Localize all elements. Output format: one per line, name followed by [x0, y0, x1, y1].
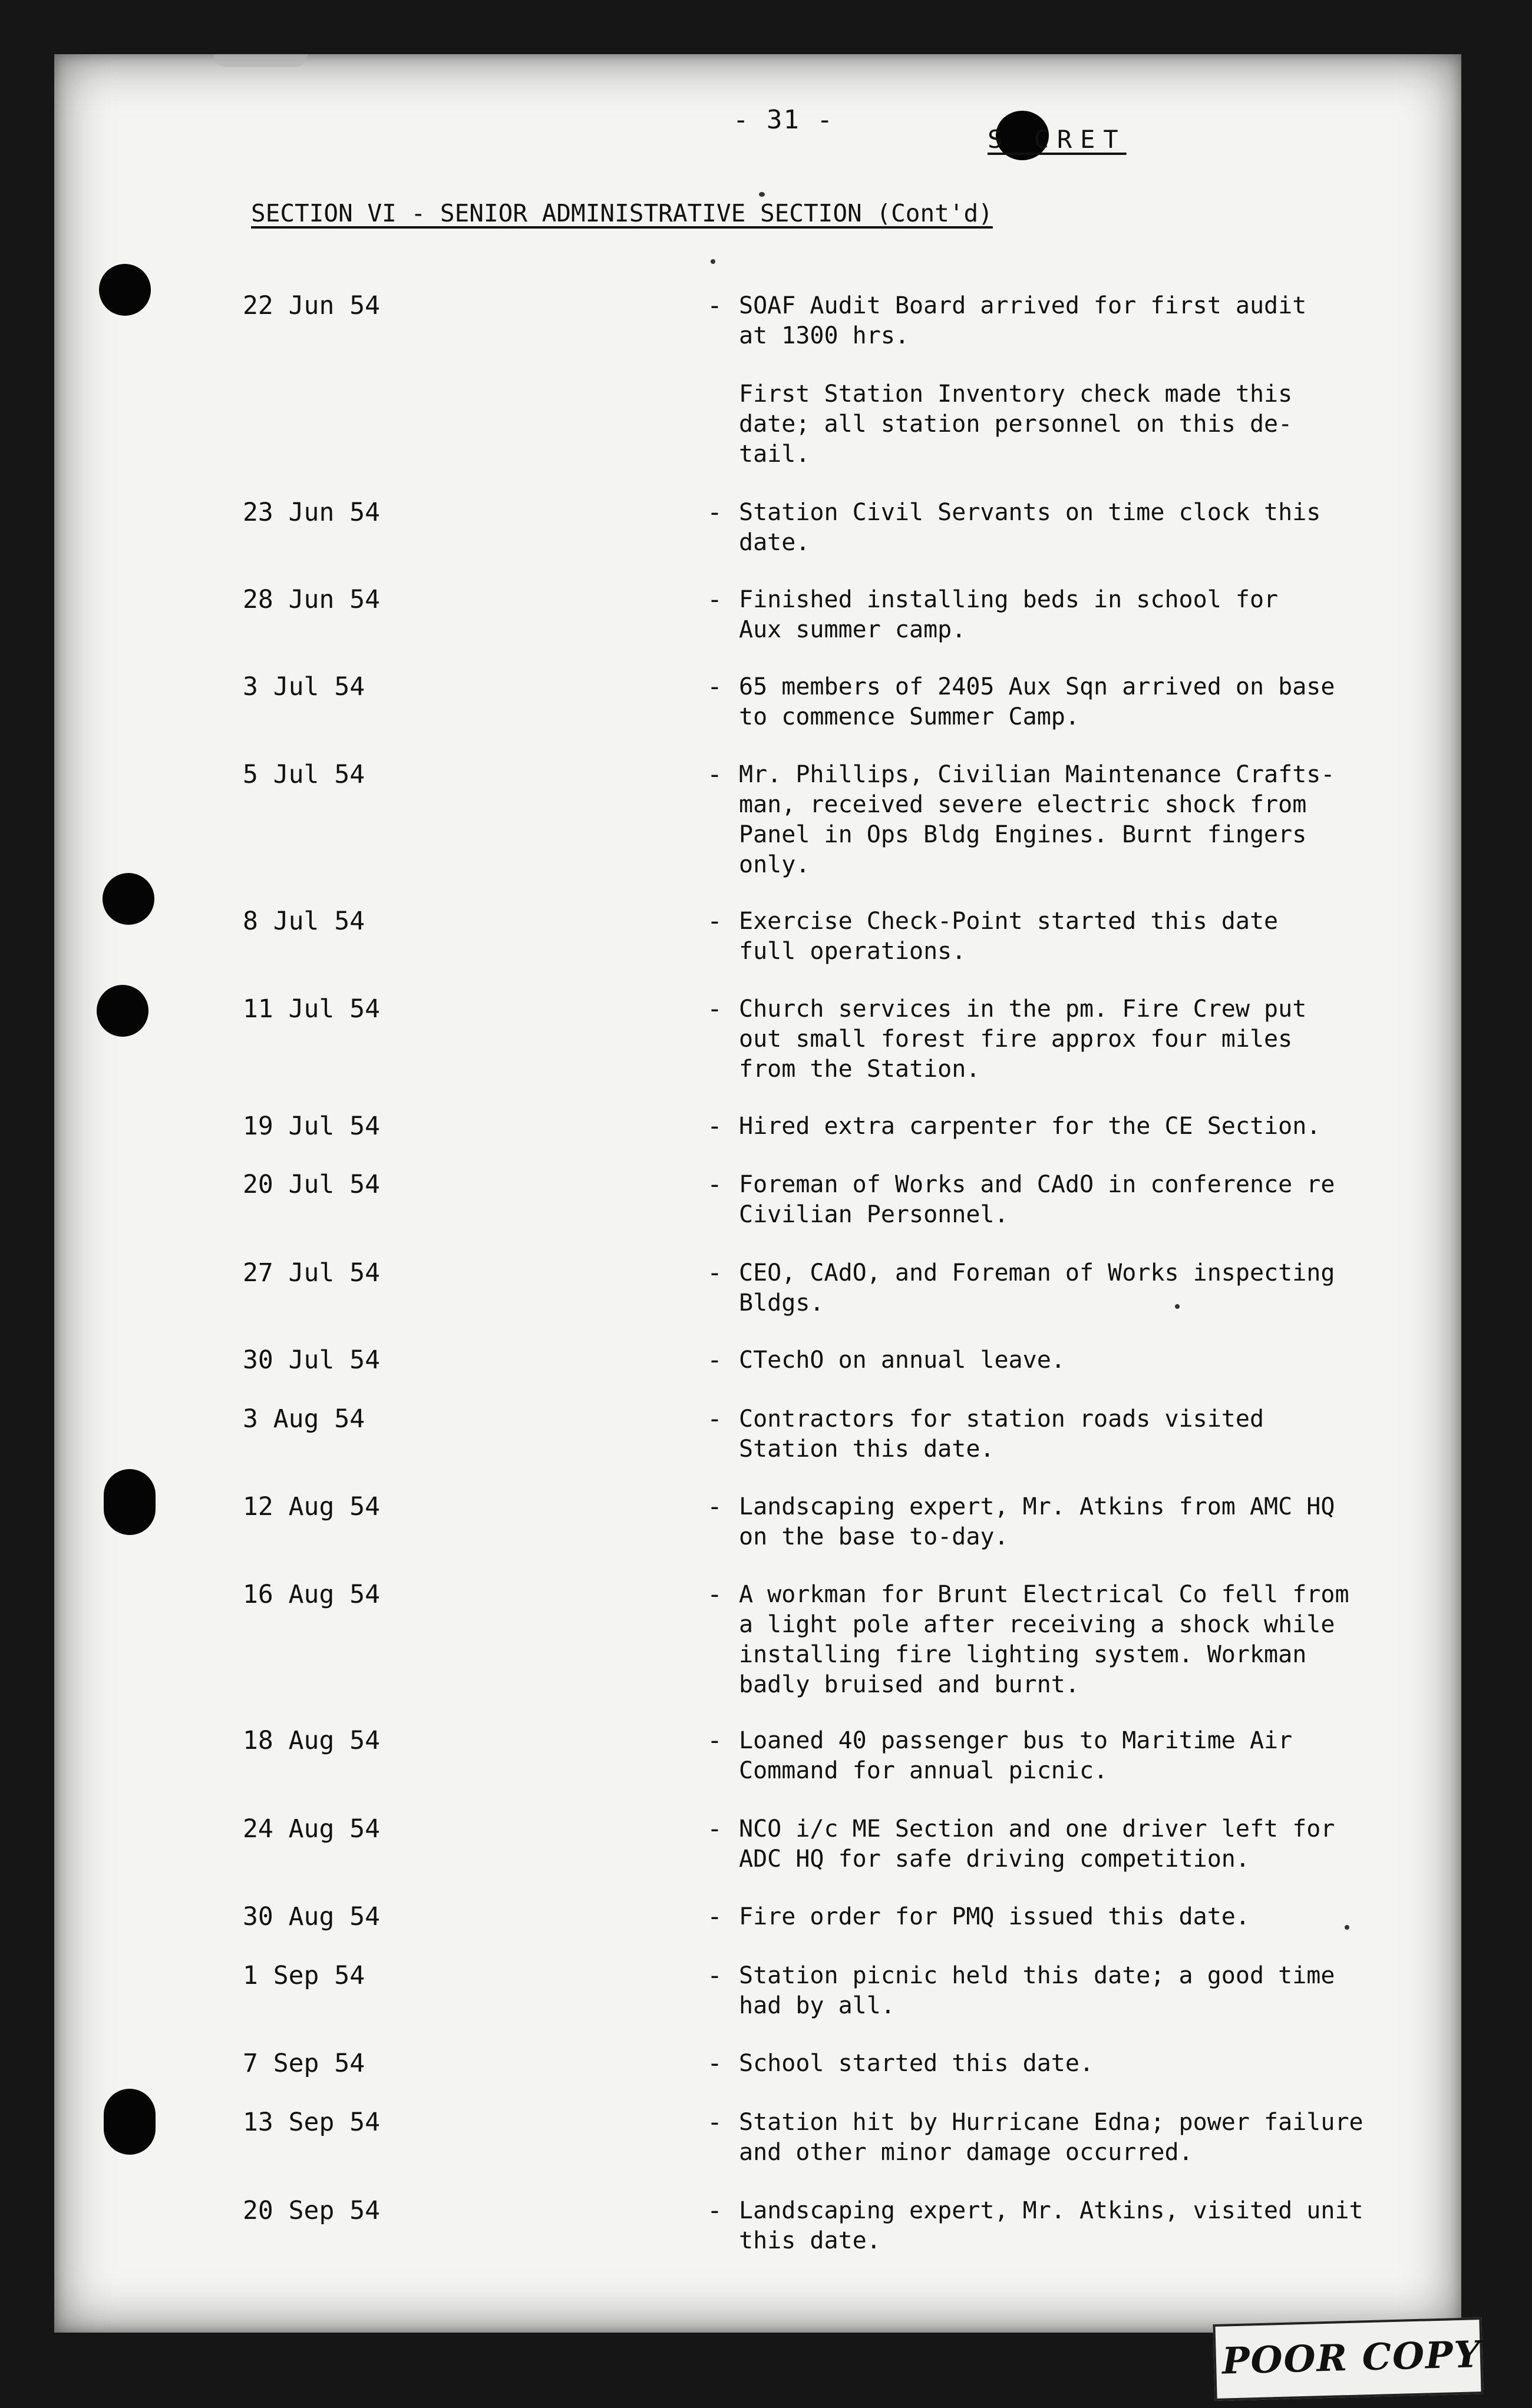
entry-text	[739, 2196, 1434, 2256]
entry-paragraph: 65 members of 2405 Aux Sqn arrived on base to commence Summer Camp.	[739, 673, 1335, 730]
entry-text	[739, 994, 1434, 1084]
entry-text	[739, 1404, 1434, 1464]
entry-paragraph: CTechO on annual leave.	[739, 1347, 1065, 1374]
entry-dash: -	[707, 994, 722, 1024]
entry-dash: -	[707, 1814, 722, 1844]
entry-text	[739, 585, 1434, 645]
entry-paragraph: First Station Inventory check made this date; all station personnel on this de- tail.	[739, 381, 1293, 468]
entry-paragraph: Church services in the pm. Fire Crew put out small forest fire approx four miles from the Station.	[739, 995, 1307, 1083]
entry-paragraph: Landscaping expert, Mr. Atkins from AMC HQ on the base to-day.	[739, 1493, 1335, 1550]
entry-dash: -	[707, 1492, 722, 1521]
entry-text	[739, 291, 1434, 469]
entry-dash: -	[707, 1902, 722, 1931]
entry-dash: -	[707, 672, 722, 702]
entry-date: 30 Aug 54	[243, 1902, 380, 1931]
poor-copy-stamp	[1213, 2317, 1483, 2401]
entry-dash: -	[707, 907, 722, 936]
entry-text	[739, 1345, 1434, 1375]
entry-text	[739, 1492, 1434, 1552]
entry-paragraph: Finished installing beds in school for Aux summer camp.	[739, 586, 1279, 643]
entry-paragraph: School started this date.	[739, 2050, 1094, 2077]
entry-paragraph: Foreman of Works and CAdO in conference re Civilian Personnel.	[739, 1171, 1335, 1228]
entry-dash: -	[707, 1404, 722, 1434]
stamp-text: POOR COPY	[1221, 2333, 1482, 2383]
entry-dash: -	[707, 2049, 722, 2078]
section-heading: SECTION VI - SENIOR ADMINISTRATIVE SECTION (Cont'd)	[251, 199, 993, 227]
entry-date: 24 Aug 54	[243, 1814, 380, 1844]
entry-dash: -	[707, 585, 722, 614]
entry-paragraph: Contractors for station roads visited Station this date.	[739, 1405, 1264, 1463]
entry-dash: -	[707, 1726, 722, 1755]
entry-text	[739, 1814, 1434, 1874]
entry-text	[739, 1258, 1434, 1318]
entry-date: 22 Jun 54	[243, 291, 380, 320]
entry-date: 12 Aug 54	[243, 1492, 380, 1521]
entry-dash: -	[707, 1258, 722, 1288]
entry-date: 18 Aug 54	[243, 1726, 380, 1755]
entry-paragraph: CEO, CAdO, and Foreman of Works inspecting Bldgs.	[739, 1259, 1335, 1317]
entry-paragraph: SOAF Audit Board arrived for first audit at 1300 hrs.	[739, 292, 1307, 349]
entry-paragraph: Station Civil Servants on time clock this date.	[739, 499, 1321, 556]
entry-date: 27 Jul 54	[243, 1258, 380, 1288]
entry-paragraph: Hired extra carpenter for the CE Section.	[739, 1113, 1321, 1140]
entry-paragraph: Landscaping expert, Mr. Atkins, visited unit this date.	[739, 2197, 1363, 2254]
entry-date: 28 Jun 54	[243, 585, 380, 614]
entry-text	[739, 1726, 1434, 1786]
classification-marking: S CRET	[988, 125, 1127, 154]
entry-date: 3 Jul 54	[243, 672, 365, 702]
entry-dash: -	[707, 760, 722, 789]
entry-date: 5 Jul 54	[243, 760, 365, 789]
entry-text	[739, 1902, 1434, 1932]
entry-text	[739, 1170, 1434, 1230]
entry-paragraph: Station picnic held this date; a good time had by all.	[739, 1962, 1335, 2019]
entry-text	[739, 1961, 1434, 2021]
entry-dash: -	[707, 291, 722, 320]
entry-dash: -	[707, 2196, 722, 2225]
entry-date: 23 Jun 54	[243, 498, 380, 527]
entry-paragraph: Exercise Check-Point started this date full operations.	[739, 908, 1279, 965]
entry-text	[739, 2108, 1434, 2168]
entry-date: 20 Jul 54	[243, 1170, 380, 1199]
entry-dash: -	[707, 2108, 722, 2137]
entry-paragraph: Fire order for PMQ issued this date.	[739, 1903, 1250, 1930]
entry-dash: -	[707, 1170, 722, 1199]
entry-date: 20 Sep 54	[243, 2196, 380, 2225]
entry-dash: -	[707, 498, 722, 527]
entry-dash: -	[707, 1580, 722, 1609]
entry-text	[739, 1112, 1434, 1142]
entry-date: 8 Jul 54	[243, 907, 365, 936]
entry-date: 30 Jul 54	[243, 1345, 380, 1375]
entry-text	[739, 672, 1434, 732]
entry-date: 7 Sep 54	[243, 2049, 365, 2078]
entry-text	[739, 498, 1434, 558]
entry-text	[739, 907, 1434, 967]
entry-paragraph: NCO i/c ME Section and one driver left for ADC HQ for safe driving competition.	[739, 1815, 1335, 1873]
entry-date: 19 Jul 54	[243, 1112, 380, 1141]
entry-paragraph: Loaned 40 passenger bus to Maritime Air Command for annual picnic.	[739, 1727, 1293, 1784]
entry-dash: -	[707, 1961, 722, 1990]
entry-date: 3 Aug 54	[243, 1404, 365, 1434]
entry-dash: -	[707, 1112, 722, 1141]
entry-paragraph: Station hit by Hurricane Edna; power failure and other minor damage occurred.	[739, 2109, 1363, 2166]
entry-date: 16 Aug 54	[243, 1580, 380, 1609]
entry-date: 11 Jul 54	[243, 994, 380, 1024]
entry-paragraph: A workman for Brunt Electrical Co fell from a light pole after receiving a shock while installing fire lighting system. Workman badly bruised and burnt.	[739, 1581, 1349, 1698]
entry-text	[739, 760, 1434, 880]
entry-date: 1 Sep 54	[243, 1961, 365, 1990]
entry-text	[739, 2049, 1434, 2079]
page-number: - 31 -	[733, 105, 834, 135]
entry-paragraph: Mr. Phillips, Civilian Maintenance Crafts- man, received severe electric shock from Panel in Ops Bldg Engines. Burnt fingers only.	[739, 761, 1335, 878]
entry-dash: -	[707, 1345, 722, 1375]
entry-text	[739, 1580, 1434, 1700]
entry-date: 13 Sep 54	[243, 2108, 380, 2137]
